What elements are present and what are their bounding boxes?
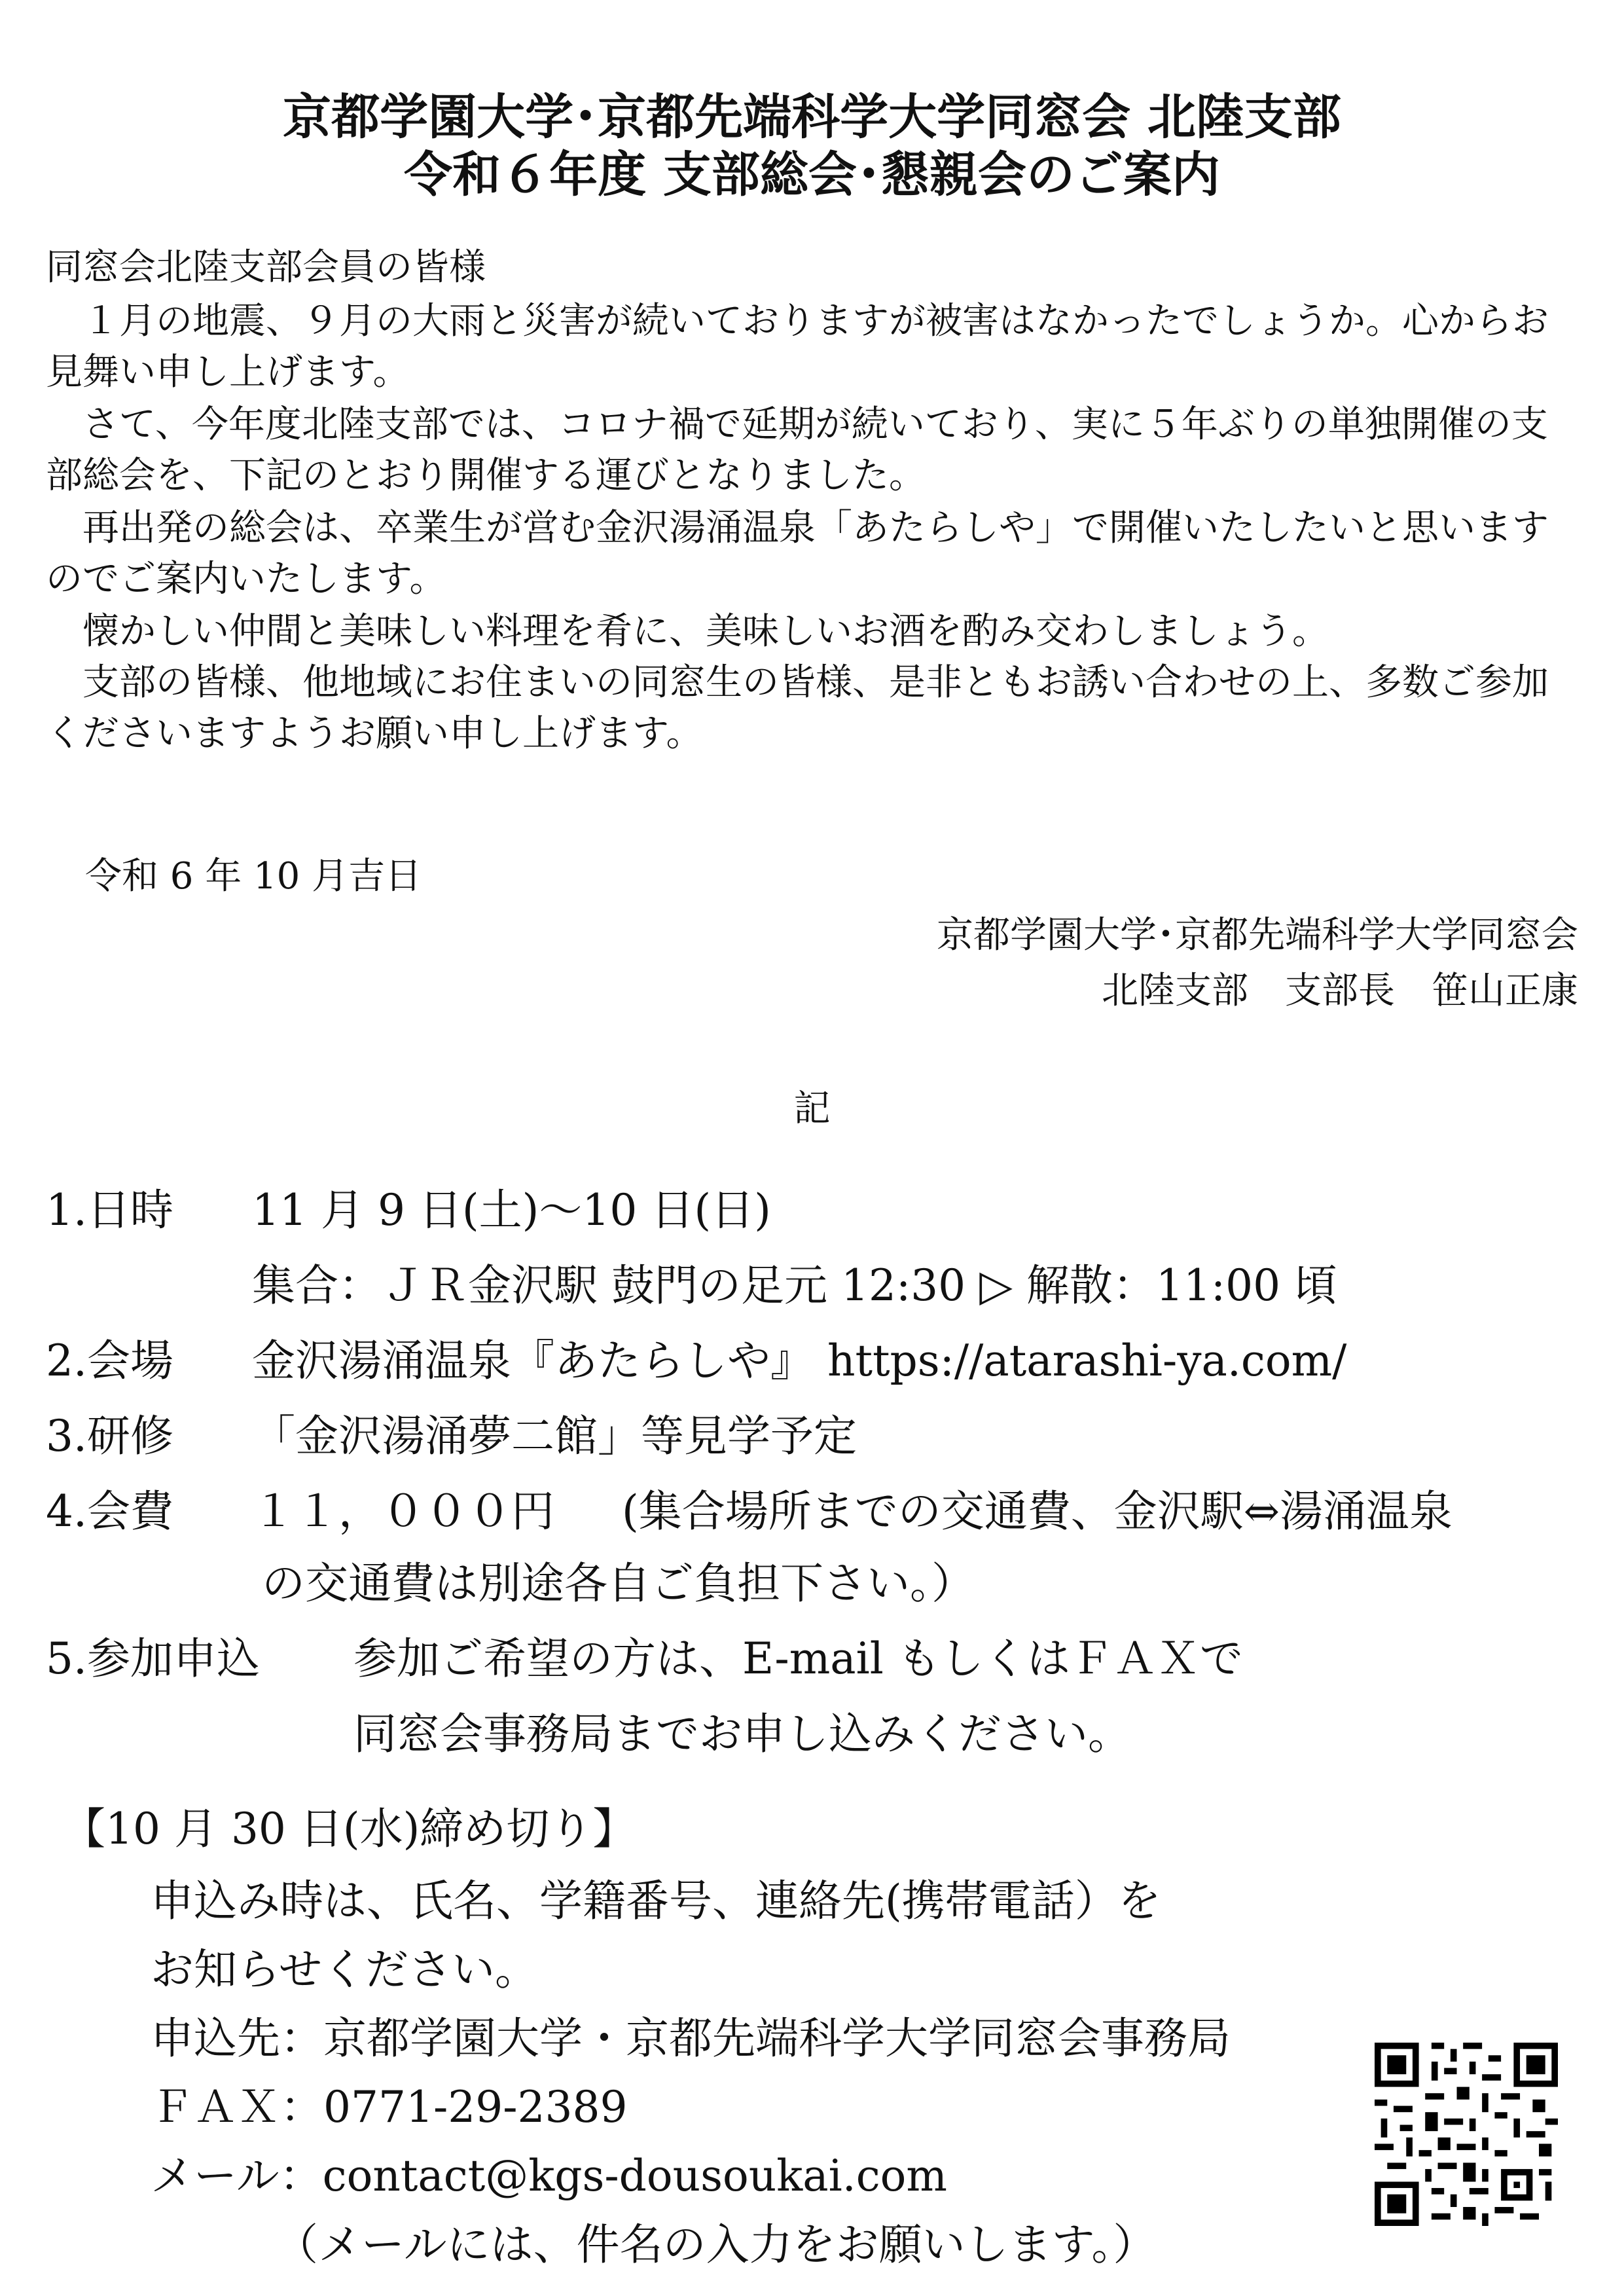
email-address: メール：contact@kgs-dousoukai.com: [151, 2151, 947, 2201]
item3-label: 3.研修: [46, 1411, 173, 1461]
paragraph-3: 再出発の総会は、卒業生が営む金沢湯涌温泉「あたらしや」で開催いたしたいと思いますのでご案内いたします。: [46, 507, 1549, 600]
sender-organization: 京都学園大学･京都先端科学大学同窓会: [937, 914, 1578, 957]
item5-value-line2: 同窓会事務局までお申し込みください。: [353, 1709, 1131, 1759]
salutation: 同窓会北陸支部会員の皆様: [46, 246, 486, 289]
deadline: 【10 月 30 日(水)締め切り】: [62, 1804, 636, 1854]
paragraph-1: １月の地震、９月の大雨と災害が続いておりますが被害はなかったでしょうか。心からお見舞い申し上げます。: [46, 300, 1549, 393]
qr-code-icon: [1375, 2043, 1558, 2226]
item4-label: 4.会費: [46, 1486, 173, 1537]
sender-name: 北陸支部 支部長 笹山正康: [1102, 970, 1578, 1012]
letter-date: 令和 6 年 10 月吉日: [85, 855, 422, 898]
item1-sub: 集合：ＪＲ金沢駅 鼓門の足元 12:30 ▷ 解散：11:00 頃: [252, 1260, 1338, 1311]
paragraph-4: 懐かしい仲間と美味しい料理を肴に、美味しいお酒を酌み交わしましょう。: [46, 610, 1329, 653]
application-line2: お知らせください。: [151, 1944, 539, 1995]
item1-label: 1.日時: [46, 1185, 173, 1235]
page-title-line2: 令和６年度 支部総会･懇親会のご案内: [404, 147, 1220, 203]
item4-note-line2: の交通費は別途各自ご負担下さい。）: [262, 1558, 975, 1609]
paragraph-2: さて、今年度北陸支部では、コロナ禍で延期が続いており、実に５年ぶりの単独開催の支部総会を、下記のとおり開催する運びとなりました。: [46, 403, 1548, 497]
page-title-line1: 京都学園大学･京都先端科学大学同窓会 北陸支部: [283, 89, 1341, 145]
application-address: 申込先：京都学園大学・京都先端科学大学同窓会事務局: [151, 2013, 1231, 2064]
item4-value: １１，０００円: [252, 1486, 554, 1537]
item5-value-line1: 参加ご希望の方は、E-mail もしくはＦＡＸで: [353, 1633, 1243, 1684]
item2-value: 金沢湯涌温泉『あたらしや』 https://atarashi-ya.com/: [252, 1336, 1347, 1386]
application-line1: 申込み時は、氏名、学籍番号、連絡先(携帯電話）を: [151, 1876, 1161, 1926]
ki-heading: 記: [793, 1087, 831, 1130]
paragraph-5: 支部の皆様、他地域にお住まいの同窓生の皆様、是非ともお誘い合わせの上、多数ご参加くださいますようお願い申し上げます。: [46, 661, 1549, 755]
item4-note-line1: (集合場所までの交通費、金沢駅⇔湯涌温泉: [622, 1486, 1453, 1537]
item3-value: 「金沢湯涌夢二館」等見学予定: [252, 1411, 857, 1461]
item2-label: 2.会場: [46, 1336, 173, 1386]
item1-value: 11 月 9 日(土)～10 日(日): [252, 1185, 771, 1235]
email-note: （メールには、件名の入力をお願いします。）: [275, 2219, 1157, 2270]
item5-label: 5.参加申込: [46, 1633, 260, 1684]
fax-number: ＦＡＸ：0771-29-2389: [151, 2082, 628, 2132]
